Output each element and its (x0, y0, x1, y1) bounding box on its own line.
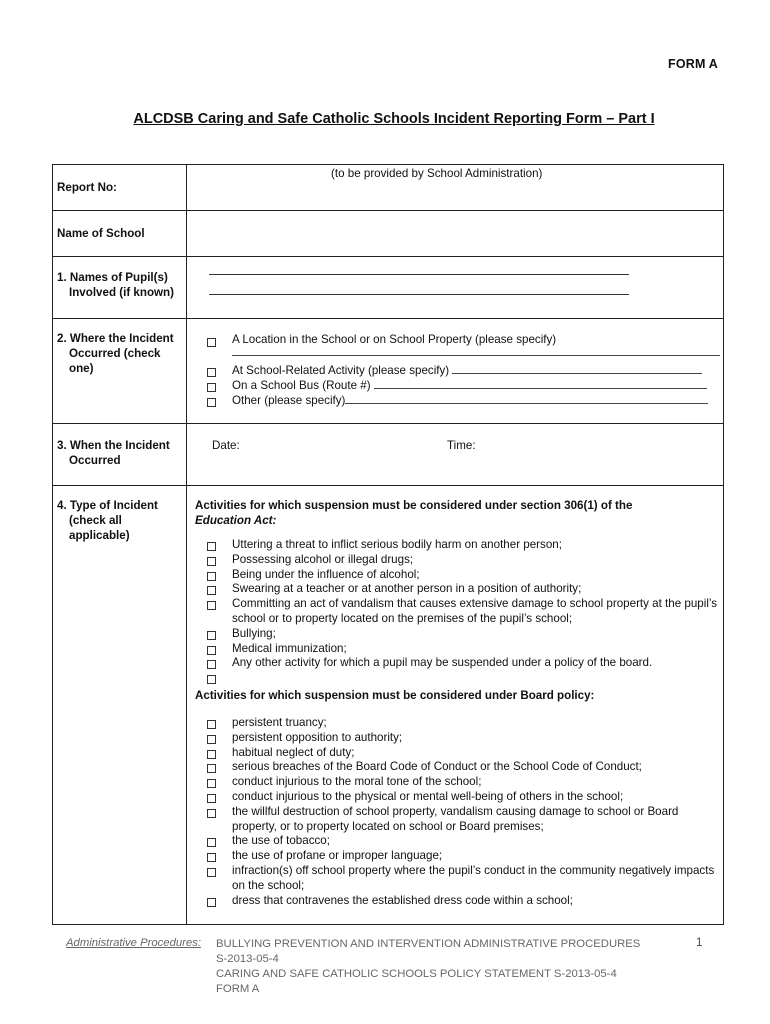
section1-item (207, 582, 719, 597)
form-id: FORM A (668, 57, 719, 71)
option-school-activity: At School-Related Activity (please specify) (232, 364, 450, 377)
section2-item (207, 760, 719, 775)
report-no-note: (to be provided by School Administration) (331, 167, 543, 180)
section1-item-text: Uttering a threat to inflict serious bodily harm on another person; (232, 538, 562, 551)
school-name-label: Name of School (57, 227, 145, 240)
checkbox[interactable] (207, 764, 216, 773)
checkbox[interactable] (207, 779, 216, 788)
checkbox[interactable] (207, 572, 216, 581)
section1-item (207, 642, 719, 657)
date-label: Date: (212, 439, 240, 452)
incident-form-table (52, 164, 724, 925)
section2-item (207, 731, 719, 746)
section1-item (207, 671, 719, 684)
footer-line-1: BULLYING PREVENTION AND INTERVENTION ADMINISTRATIVE PROCEDURES (216, 938, 641, 950)
other-specify-line[interactable] (345, 392, 708, 404)
school-activity-specify-line[interactable] (452, 362, 702, 374)
page-number: 1 (696, 937, 703, 949)
type-row (53, 486, 724, 925)
section2-checklist (207, 716, 719, 908)
pupils-field[interactable] (187, 257, 724, 319)
where-label-line3: one) (69, 362, 94, 375)
checkbox[interactable] (207, 631, 216, 640)
pupils-label-cell (53, 257, 187, 319)
report-no-label-cell (53, 165, 187, 211)
section1-item-text: Possessing alcohol or illegal drugs; (232, 552, 414, 566)
where-row (53, 319, 724, 424)
section1-item-text: Bullying; (232, 626, 276, 640)
checkbox[interactable] (207, 675, 216, 684)
when-label-line2: Occurred (69, 454, 121, 467)
section1-item-text: Any other activity for which a pupil may be suspended under a policy of the board. (232, 656, 653, 670)
section2-item (207, 805, 719, 835)
where-label-line2: Occurred (check (69, 347, 161, 360)
footer-line-3: CARING AND SAFE CATHOLIC SCHOOLS POLICY STATEMENT S-2013-05-4 (216, 968, 617, 980)
option-other: Other (please specify) (232, 394, 346, 407)
type-label-line2: (check all (69, 514, 122, 527)
section1-item (207, 553, 719, 568)
footer-label: Administrative Procedures: (66, 937, 201, 949)
checkbox-location-school[interactable] (207, 338, 216, 347)
section1-heading-italic: Education Act: (195, 514, 277, 527)
where-label-line1: 2. Where the Incident (57, 332, 174, 345)
section2-item (207, 894, 719, 909)
checkbox[interactable] (207, 557, 216, 566)
pupils-label-line2: Involved (if known) (69, 286, 174, 299)
section2-item (207, 716, 719, 731)
checkbox-school-bus[interactable] (207, 383, 216, 392)
type-field (187, 486, 724, 925)
checkbox[interactable] (207, 542, 216, 551)
pupils-row (53, 257, 724, 319)
section1-heading: Activities for which suspension must be considered under section 306(1) of the (195, 499, 633, 512)
type-label-line3: applicable) (69, 529, 130, 542)
checkbox[interactable] (207, 838, 216, 847)
type-label-cell (53, 486, 187, 925)
section2-item (207, 849, 719, 864)
section2-item-text: persistent truancy; (232, 716, 327, 729)
pupil-name-line-2[interactable] (209, 294, 629, 295)
school-name-row (53, 211, 724, 257)
checkbox[interactable] (207, 586, 216, 595)
section2-item-text: persistent opposition to authority; (232, 730, 403, 744)
footer-line-4: FORM A (216, 983, 260, 995)
report-no-row (53, 165, 724, 211)
time-input[interactable] (487, 438, 667, 453)
location-specify-line[interactable] (232, 355, 720, 356)
checkbox-school-activity[interactable] (207, 368, 216, 377)
section1-item-text: Being under the influence of alcohol; (232, 567, 420, 581)
checkbox[interactable] (207, 601, 216, 610)
date-input[interactable] (258, 438, 418, 453)
where-field (187, 319, 724, 424)
section2-item-text: the willful destruction of school property, vandalism causing damage to school or Board property, or to property located on school or Board premises; (232, 804, 679, 833)
where-label-cell (53, 319, 187, 424)
checkbox[interactable] (207, 809, 216, 818)
section1-item (207, 538, 719, 553)
school-name-label-cell (53, 211, 187, 257)
checkbox[interactable] (207, 735, 216, 744)
section2-item-text: the use of profane or improper language; (232, 849, 443, 863)
checkbox[interactable] (207, 794, 216, 803)
section1-item (207, 656, 719, 671)
pupil-name-line-1[interactable] (209, 274, 629, 275)
time-label: Time: (447, 439, 476, 452)
section2-item-text: the use of tobacco; (232, 834, 330, 848)
section2-item (207, 746, 719, 761)
footer-line-2: S-2013-05-4 (216, 953, 279, 965)
section1-item (207, 568, 719, 583)
checkbox[interactable] (207, 898, 216, 907)
section1-checklist (207, 538, 719, 684)
pupils-label-line1: 1. Names of Pupil(s) (57, 271, 168, 284)
section2-item (207, 790, 719, 805)
checkbox[interactable] (207, 660, 216, 669)
section2-item (207, 775, 719, 790)
section2-item-text: conduct injurious to the physical or mental well-being of others in the school; (232, 789, 624, 803)
checkbox-other[interactable] (207, 398, 216, 407)
report-no-field[interactable] (187, 165, 724, 211)
section2-item (207, 864, 719, 894)
checkbox[interactable] (207, 750, 216, 759)
when-label-cell (53, 424, 187, 486)
section1-item-text: Committing an act of vandalism that causes extensive damage to school property at the pupil’s school or to property located on the premises of the pupil’s school; (232, 597, 718, 625)
when-label-line1: 3. When the Incident (57, 439, 170, 452)
section1-item-text: Medical immunization; (232, 641, 347, 655)
page-title: ALCDSB Caring and Safe Catholic Schools Incident Reporting Form – Part I (133, 111, 655, 127)
option-location-school: A Location in the School or on School Property (please specify) (232, 333, 557, 346)
section2-item-text: habitual neglect of duty; (232, 745, 355, 759)
checkbox[interactable] (207, 646, 216, 655)
section2-heading: Activities for which suspension must be considered under Board policy: (195, 689, 595, 702)
section2-item-text: serious breaches of the Board Code of Conduct or the School Code of Conduct; (232, 760, 642, 774)
checkbox[interactable] (207, 720, 216, 729)
checkbox[interactable] (207, 853, 216, 862)
checkbox[interactable] (207, 868, 216, 877)
section2-item (207, 834, 719, 849)
when-field (187, 424, 724, 486)
section1-item (207, 627, 719, 642)
when-row (53, 424, 724, 486)
section1-item (207, 597, 719, 627)
section2-item-text: dress that contravenes the established dress code within a school; (232, 893, 573, 907)
type-label-line1: 4. Type of Incident (57, 499, 158, 512)
section2-item-text: infraction(s) off school property where the pupil’s conduct in the community negatively impacts on the school; (232, 863, 715, 892)
section1-item-text: Swearing at a teacher or at another person in a position of authority; (232, 582, 582, 596)
section2-item-text: conduct injurious to the moral tone of the school; (232, 775, 482, 789)
school-name-field[interactable] (187, 211, 724, 257)
option-school-bus: On a School Bus (Route #) (232, 379, 371, 392)
bus-route-line[interactable] (374, 377, 707, 389)
report-no-label: Report No: (57, 181, 117, 194)
